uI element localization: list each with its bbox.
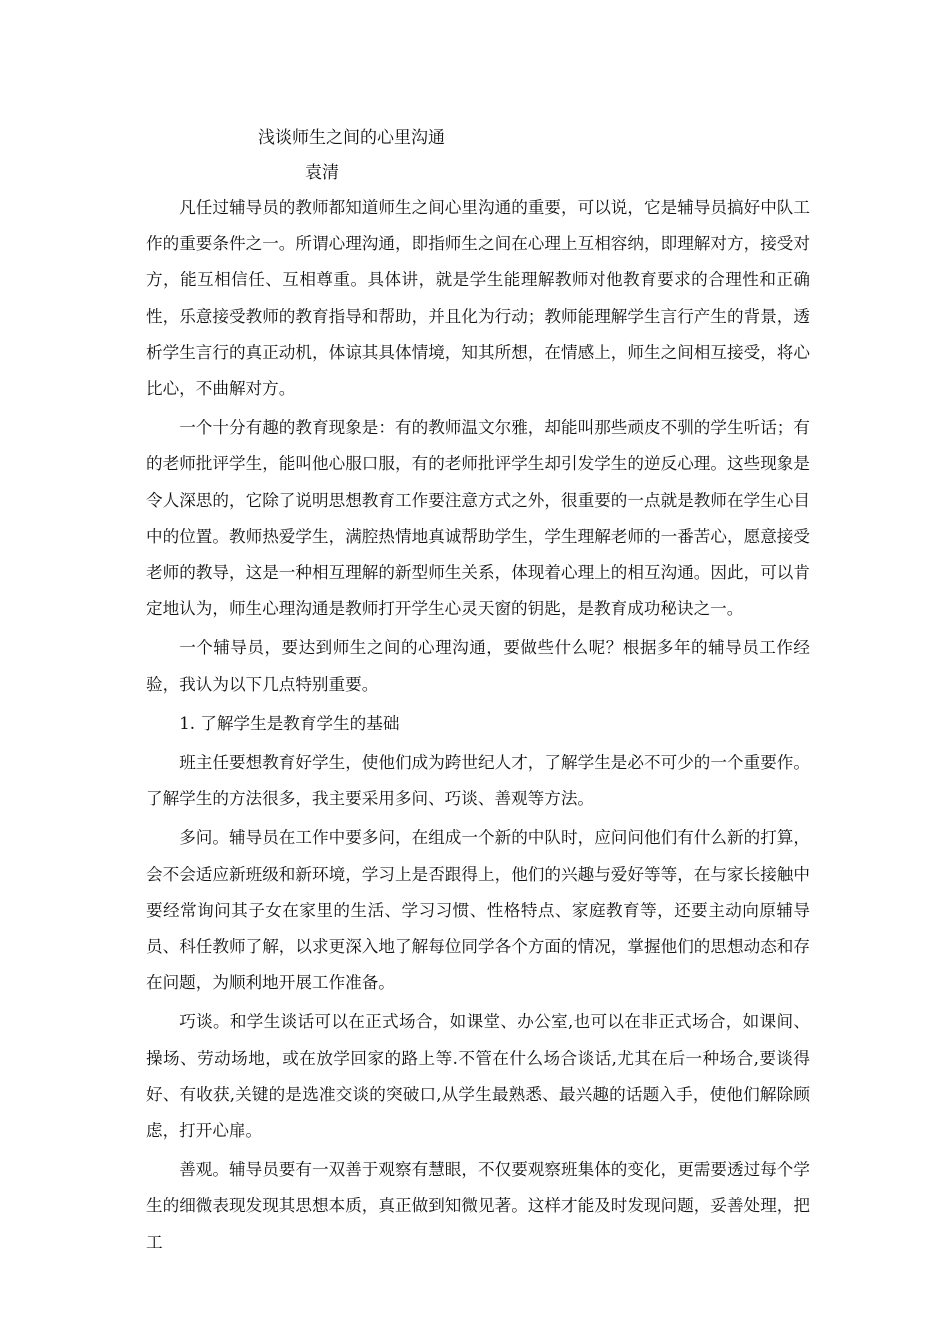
section-heading-1: 1. 了解学生是教育学生的基础 [179, 713, 400, 733]
paragraph-question: 一个辅导员，要达到师生之间的心理沟通，要做些什么呢？根据多年的辅导员工作经验，我认为以下几点特别重要。 [146, 638, 810, 694]
paragraph-intro: 凡任过辅导员的教师都知道师生之间心里沟通的重要，可以说，它是辅导员搞好中队工作的重要条件之一。所谓心理沟通，即指师生之间在心理上互相容纳，即理解对方，接受对方，能互相信任、互相尊重。具体讲，就是学生能理解教师对他教育要求的合理性和正确性，乐意接受教师的教育指导和帮助，并且化为行动；教师能理解学生言行产生的背景，透析学生言行的真正动机，体谅其具体情境，知其所想，在情感上，师生之间相互接受，将心比心，不曲解对方。 [146, 198, 810, 399]
paragraph-talk-skillfully: 巧谈。和学生谈话可以在正式场合，如课堂、办公室,也可以在非正式场合，如课间、操场、劳动场地，或在放学回家的路上等.不管在什么场合谈话,尤其在后一种场合,要谈得好、有收获,关键的是选准交谈的突破口,从学生最熟悉、最兴趣的话题入手，使他们解除顾虑，打开心扉。 [146, 1012, 810, 1141]
paragraph-phenomenon: 一个十分有趣的教育现象是：有的教师温文尔雅，却能叫那些顽皮不驯的学生听话；有的老师批评学生，能叫他心服口服，有的老师批评学生却引发学生的逆反心理。这些现象是令人深思的，它除了说明思想教育工作要注意方式之外，很重要的一点就是教师在学生心目中的位置。教师热爱学生，满腔热情地真诚帮助学生，学生理解老师的一番苦心，愿意接受老师的教导，这是一种相互理解的新型师生关系，体现着心理上的相互沟通。因此，可以肯定地认为，师生心理沟通是教师打开学生心灵天窗的钥匙，是教育成功秘诀之一。 [146, 418, 810, 619]
document-body [146, 190, 810, 1264]
paragraph-observe-well: 善观。辅导员要有一双善于观察有慧眼，不仅要观察班集体的变化，更需要透过每个学生的细微表现发现其思想本质，真正做到知微见著。这样才能及时发现问题，妥善处理，把工 [146, 1160, 810, 1252]
document-author: 袁清 [305, 163, 339, 183]
document-title: 浅谈师生之间的心里沟通 [258, 128, 445, 148]
paragraph-understanding-students: 班主任要想教育好学生，使他们成为跨世纪人才，了解学生是必不可少的一个重要作。了解学生的方法很多，我主要采用多问、巧谈、善观等方法。 [146, 753, 810, 809]
paragraph-ask-more: 多问。辅导员在工作中要多问，在组成一个新的中队时，应问问他们有什么新的打算，会不会适应新班级和新环境，学习上是否跟得上，他们的兴趣与爱好等等，在与家长接触中要经常询问其子女在家里的生活、学习习惯、性格特点、家庭教育等，还要主动向原辅导员、科任教师了解，以求更深入地了解每位同学各个方面的情况，掌握他们的思想动态和存在问题，为顺利地开展工作准备。 [146, 828, 810, 993]
